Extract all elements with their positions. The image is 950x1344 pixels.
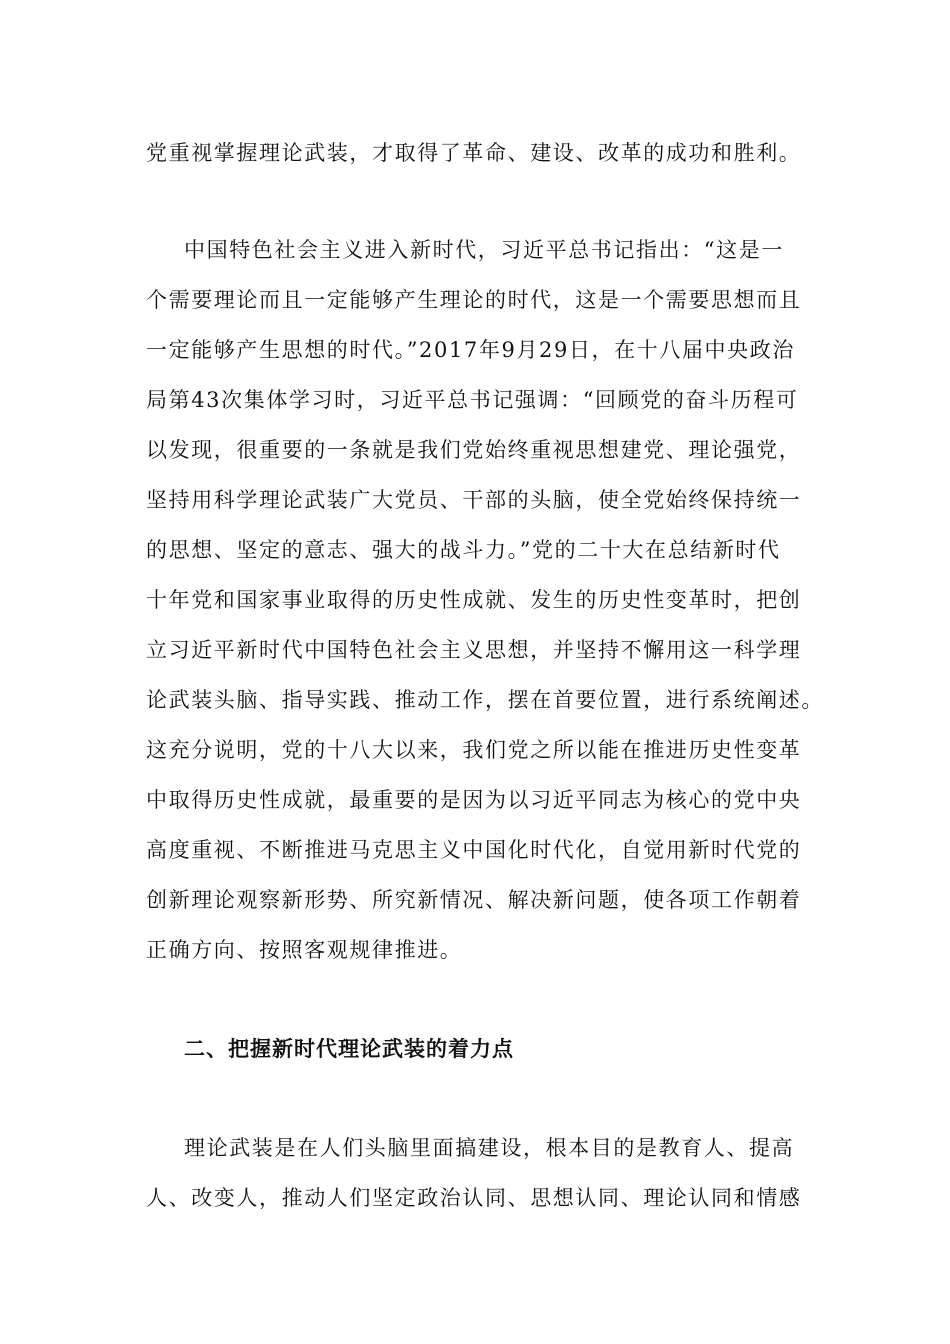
paragraph-2-line-6: 坚持用科学理论武装广大党员、干部的头脑，使全党始终保持统一 [146, 488, 802, 512]
paragraph-2-line-4: 局第43次集体学习时，习近平总书记强调：“回顾党的奋斗历程可 [146, 388, 799, 412]
paragraph-2-line-13: 高度重视、不断推进马克思主义中国化时代化，自觉用新时代党的 [146, 838, 802, 862]
paragraph-2-line-14: 创新理论观察新形势、所究新情况、解决新问题，使各项工作朝着 [146, 888, 802, 912]
paragraph-2-line-7: 的思想、坚定的意志、强大的战斗力。”党的二十大在总结新时代 [146, 538, 781, 562]
paragraph-2-line-12: 中取得历史性成就，最重要的是因为以习近平同志为核心的党中央 [146, 788, 802, 812]
paragraph-2-line-15: 正确方向、按照客观规律推进。 [146, 938, 463, 962]
paragraph-3-line-2: 人、改变人，推动人们坚定政治认同、思想认同、理论认同和情感 [146, 1186, 802, 1210]
paragraph-2-line-2: 个需要理论而且一定能够产生理论的时代，这是一个需要思想而且 [146, 288, 802, 312]
paragraph-2-line-5: 以发现，很重要的一条就是我们党始终重视思想建党、理论强党， [146, 438, 802, 462]
paragraph-1-line-1: 党重视掌握理论武装，才取得了革命、建设、改革的成功和胜利。 [146, 141, 802, 165]
paragraph-2-line-3: 一定能够产生思想的时代。”2017年9月29日，在十八届中央政治 [146, 338, 795, 362]
section-heading: 二、把握新时代理论武装的着力点 [184, 1037, 514, 1061]
paragraph-2-line-11: 这充分说明，党的十八大以来，我们党之所以能在推进历史性变革 [146, 738, 802, 762]
paragraph-2-line-10: 论武装头脑、指导实践、推动工作，摆在首要位置，进行系统阐述。 [146, 688, 824, 712]
paragraph-2-line-9: 立习近平新时代中国特色社会主义思想，并坚持不懈用这一科学理 [146, 638, 802, 662]
paragraph-3-line-1: 理论武装是在人们头脑里面搞建设，根本目的是教育人、提高 [184, 1136, 795, 1160]
paragraph-2-line-1: 中国特色社会主义进入新时代，习近平总书记指出：“这是一 [184, 238, 784, 262]
paragraph-2-line-8: 十年党和国家事业取得的历史性成就、发生的历史性变革时，把创 [146, 588, 802, 612]
